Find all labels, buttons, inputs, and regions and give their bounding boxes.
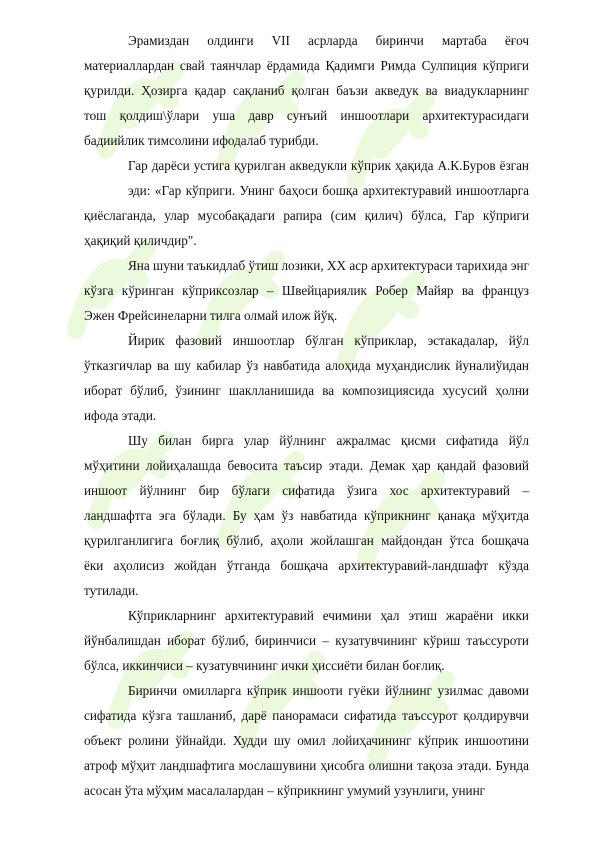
text-line: бўлса, иккинчиси – кузатувчининг ички ҳиссиёти билан боғлиқ. xyxy=(84,658,445,673)
text-line: Гар дарёси устига қурилган акведукли кўприк ҳақида А.К.Буров ёзган xyxy=(128,158,529,173)
text-line: қиёслаганда, улар мусобақадаги рапира (сим қилич) бўлса, Гар кўприги xyxy=(84,208,529,223)
text-line: Эжен Фрейсинеларни тилга олмай илож йўқ. xyxy=(84,308,338,323)
text-line: Йирик фазовий иншоотлар бўлган кўприклар, эстакадалар, йўл xyxy=(128,333,529,348)
text-line: иншоот йўлнинг бир бўлаги сифатида ўзига хос архитектуравий – xyxy=(84,483,529,498)
text-line: атроф мўҳит ландшафтига мослашувини ҳисобга олишни тақоза этади. Бунда xyxy=(84,758,529,773)
text-line: тош қолдиш\ўлари уша давр сунъий иншоотлари архитектурасидаги xyxy=(84,108,529,123)
text-line: йўнбалишдан иборат бўлиб, биринчиси – кузатувчининг кўриш таъссуроти xyxy=(84,633,529,648)
text-line: асосан ўта мўҳим масалалардан – кўприкнинг умумий узунлиги, унинг xyxy=(84,783,486,798)
text-line: ёки аҳолисиз жойдан ўтганда бошқача архитектуравий-ландшафт кўзда xyxy=(84,558,529,573)
text-line: ландшафтга эга бўлади. Бу ҳам ўз навбатида кўприкнинг қанақа мўҳитда xyxy=(84,508,529,523)
text-line: иборат бўлиб, ўзининг шаклланишида ва композициясида хусусий ҳолни xyxy=(84,383,529,398)
text-line: Эрамиздан олдинги VII асрларда биринчи мартаба ёғоч xyxy=(128,33,529,48)
text-line: бадиийлик тимсолини ифодалаб турибди. xyxy=(84,133,319,148)
text-line: материаллардан свай таянчлар ёрдамида Қадимги Римда Сулпиция кўприги xyxy=(84,58,529,73)
text-line: объект ролини ўйнайди. Худди шу омил лойиҳачининг кўприк иншоотини xyxy=(84,733,529,748)
text-line: мўҳитини лойиҳалашда бевосита таъсир этади. Демак ҳар қандай фазовий xyxy=(84,458,529,473)
text-line: эди: «Гар кўприги. Унинг баҳоси бошқа архитектуравий иншоотларга xyxy=(128,183,529,198)
text-line: ҳақиқий қиличдир". xyxy=(84,233,197,248)
text-line: Кўприкларнинг архитектуравий ечимини ҳал этиш жараёни икки xyxy=(128,608,529,623)
text-line: Яна шуни таъкидлаб ўтиш лозики, XX аср архитектураси тарихида энг xyxy=(128,258,529,273)
text-line: Шу билан бирга улар йўлнинг ажралмас қисми сифатида йўл xyxy=(128,433,529,448)
text-line: тутилади. xyxy=(84,583,139,598)
text-line: кўзга кўринган кўприксозлар – Швейцариялик Робер Майяр ва француз xyxy=(84,283,529,298)
text-line: Биринчи омилларга кўприк иншооти гуёки йўлнинг узилмас давоми xyxy=(128,683,529,698)
text-line: ўтказгичлар ва шу кабилар ўз навбатида алоҳида муҳандислик йуналиўидан xyxy=(84,358,529,373)
text-line: ифода этади. xyxy=(84,408,157,423)
text-line: қурилди. Ҳозирга қадар сақланиб қолган баъзи акведук ва виадукларнинг xyxy=(84,83,529,98)
text-line: сифатида кўзга ташланиб, дарё панорамаси сифатида таъссурот қолдирувчи xyxy=(84,708,529,723)
text-line: қурилганлигига боғлиқ бўлиб, аҳоли жойлашган майдондан ўтса бошқача xyxy=(84,533,529,548)
